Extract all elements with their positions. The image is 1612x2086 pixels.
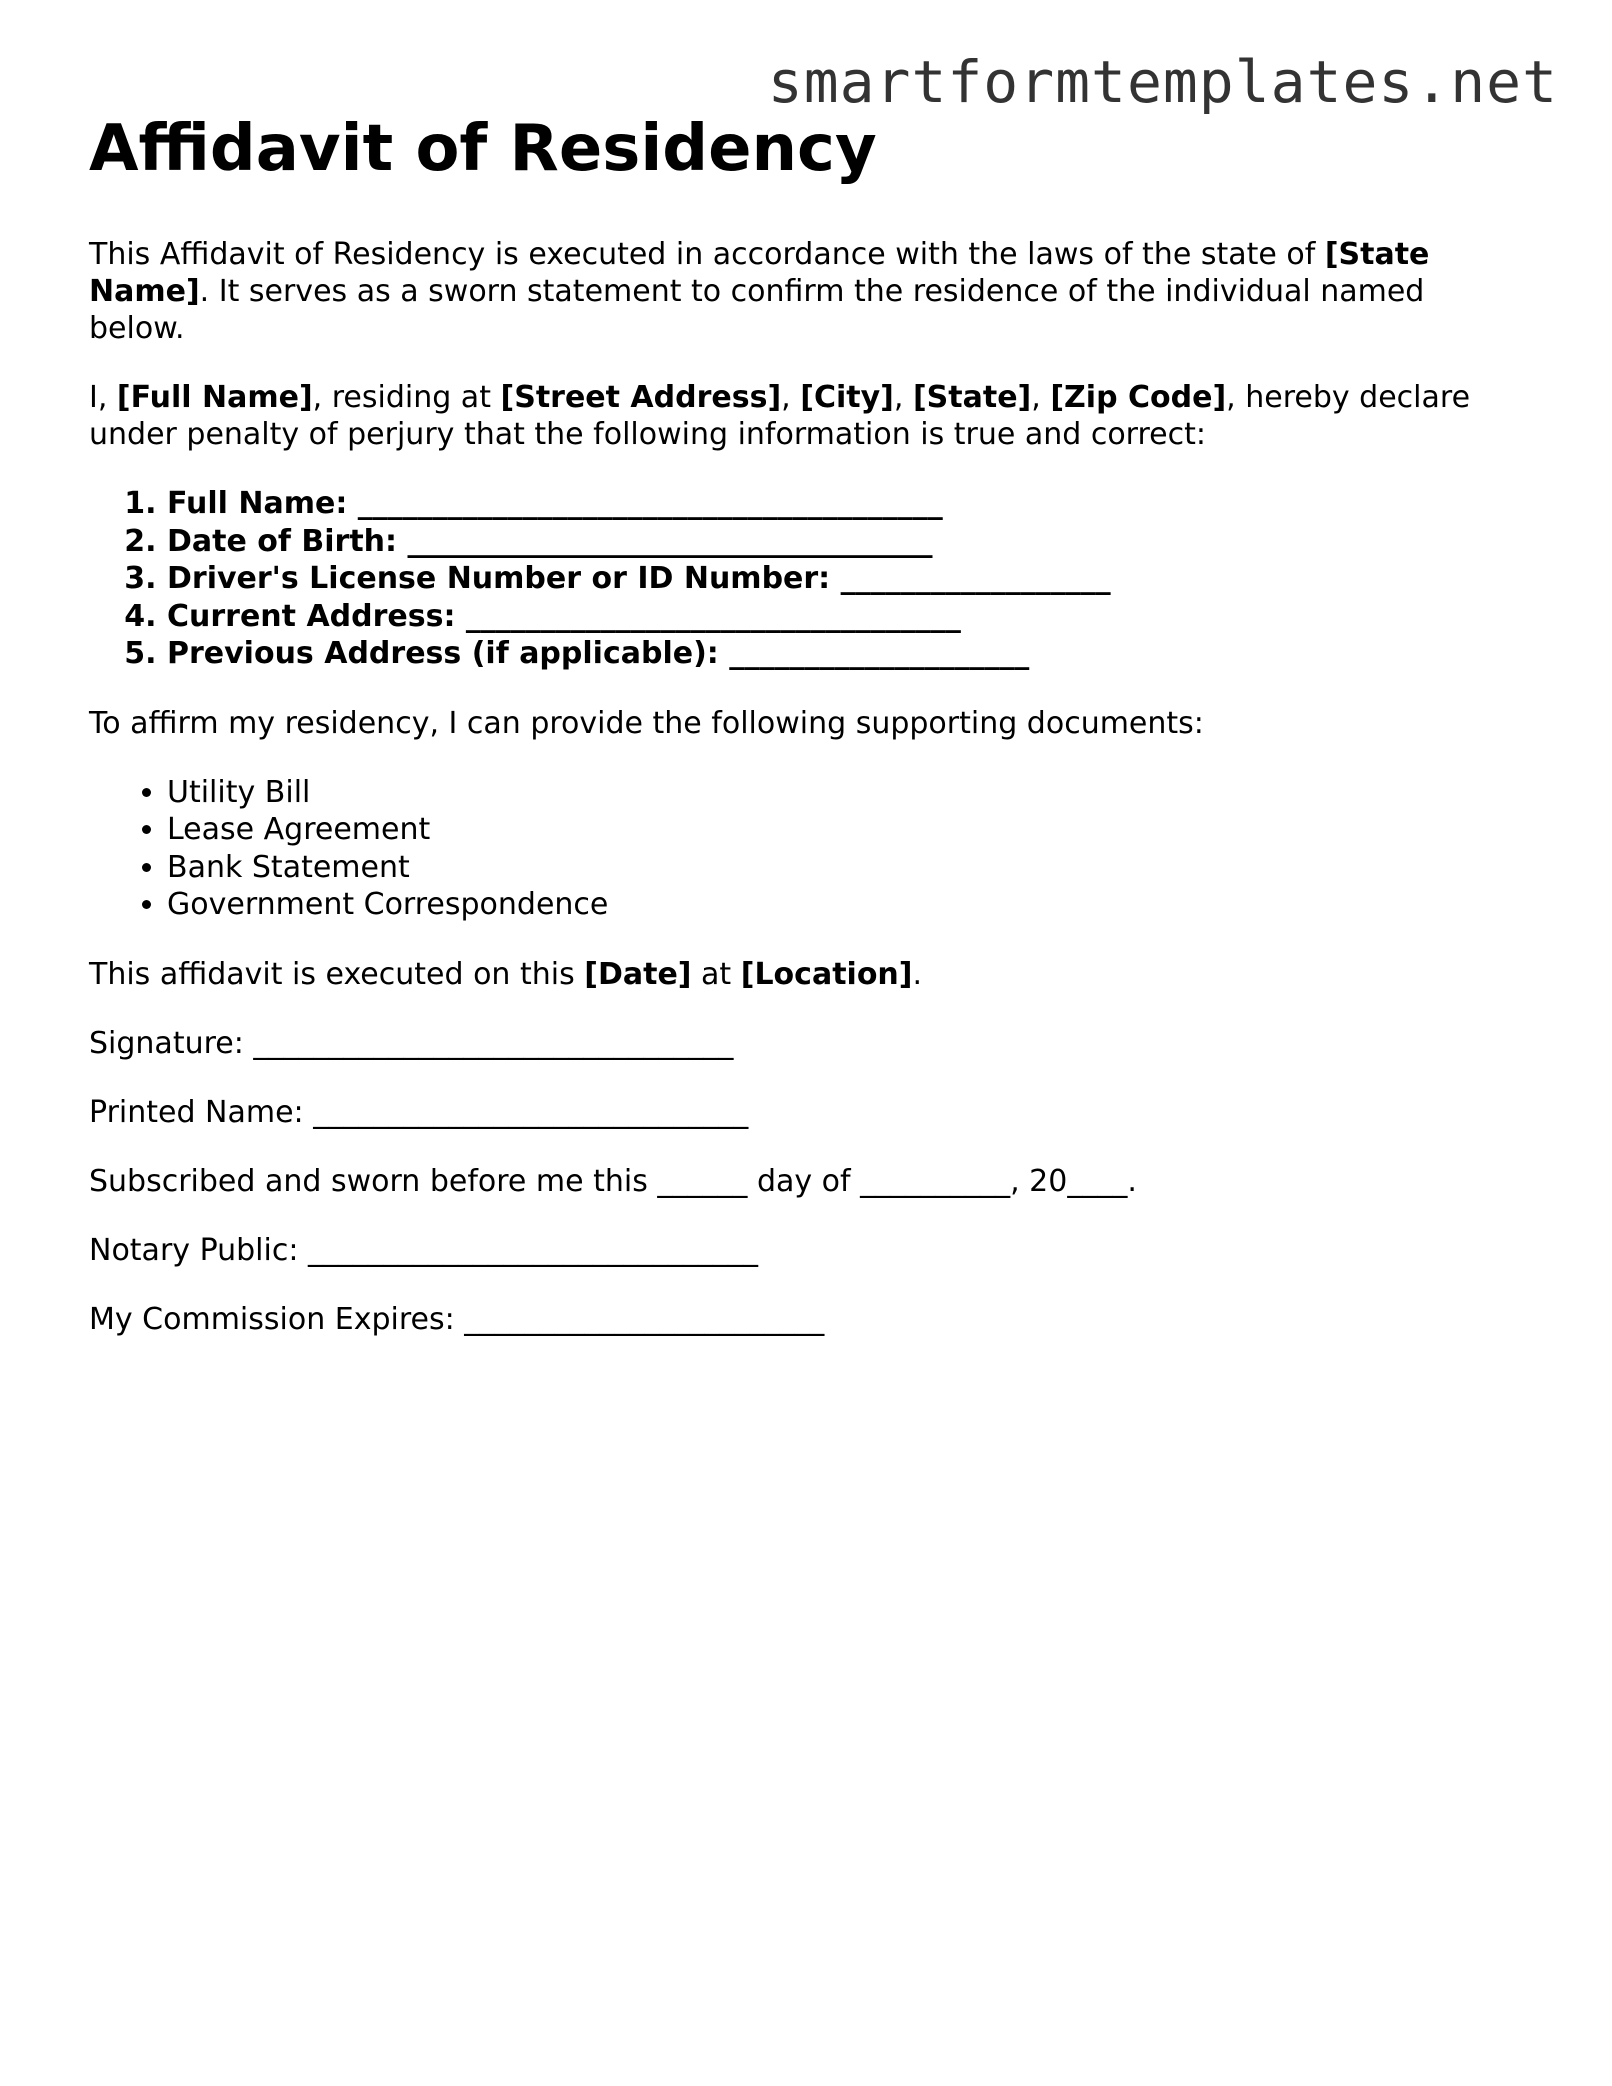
separator: , bbox=[893, 380, 913, 415]
commission-line: My Commission Expires: ________________________ bbox=[89, 1301, 825, 1337]
intro-paragraph bbox=[89, 236, 1529, 347]
separator: , bbox=[781, 380, 801, 415]
document-item: • Lease Agreement bbox=[167, 811, 1529, 849]
state-name-placeholder: [State Name] bbox=[89, 237, 1430, 309]
signature-line: Signature: ________________________________ bbox=[89, 1025, 734, 1061]
documents-intro: To affirm my residency, I can provide the following supporting documents: bbox=[89, 705, 1204, 741]
field-current-address: 4. Current Address: _________________________________ bbox=[167, 598, 1529, 636]
field-previous-address: 5. Previous Address (if applicable): ____________________ bbox=[167, 635, 1529, 673]
field-date-of-birth: 2. Date of Birth: ___________________________________ bbox=[167, 523, 1529, 561]
document-item: • Government Correspondence bbox=[167, 886, 1529, 924]
state-placeholder: [State] bbox=[912, 380, 1032, 415]
intro-text: This Affidavit of Residency is executed in accordance with the laws of the state of bbox=[89, 237, 1325, 272]
execution-paragraph bbox=[89, 956, 1529, 993]
execution-text: at bbox=[691, 956, 741, 992]
notary-line: Notary Public: ______________________________ bbox=[89, 1232, 758, 1268]
site-watermark: smartformtemplates.net bbox=[767, 48, 1558, 116]
declaration-paragraph bbox=[89, 379, 1529, 453]
location-placeholder: [Location] bbox=[740, 956, 913, 992]
execution-text: This affidavit is executed on this bbox=[89, 956, 585, 992]
full-name-placeholder: [Full Name] bbox=[116, 380, 313, 415]
declaration-text: I, bbox=[89, 380, 117, 415]
document-item: • Bank Statement bbox=[167, 849, 1529, 887]
city-placeholder: [City] bbox=[800, 380, 894, 415]
declaration-text: , residing at bbox=[312, 380, 501, 415]
street-placeholder: [Street Address] bbox=[500, 380, 782, 415]
sworn-line: Subscribed and sworn before me this ______ day of __________, 20____. bbox=[89, 1163, 1137, 1199]
field-full-name: 1. Full Name: _______________________________________ bbox=[167, 485, 1529, 523]
intro-text-end: . It serves as a sworn statement to confirm the residence of the individual named below. bbox=[89, 274, 1425, 346]
document-title: Affidavit of Residency bbox=[89, 112, 877, 186]
supporting-documents-list bbox=[89, 774, 1529, 924]
separator: , bbox=[1031, 380, 1051, 415]
information-fields-list bbox=[89, 485, 1529, 673]
zip-placeholder: [Zip Code] bbox=[1050, 380, 1227, 415]
document-item: • Utility Bill bbox=[167, 774, 1529, 812]
date-placeholder: [Date] bbox=[584, 956, 692, 992]
declaration-text-end: , hereby declare under penalty of perjury that the following information is true and correct: bbox=[89, 380, 1471, 452]
execution-text-end: . bbox=[912, 956, 923, 992]
affidavit-document bbox=[89, 106, 1529, 1370]
printed-name-line: Printed Name: _____________________________ bbox=[89, 1094, 749, 1130]
field-license-number: 3. Driver's License Number or ID Number: __________________ bbox=[167, 560, 1529, 598]
